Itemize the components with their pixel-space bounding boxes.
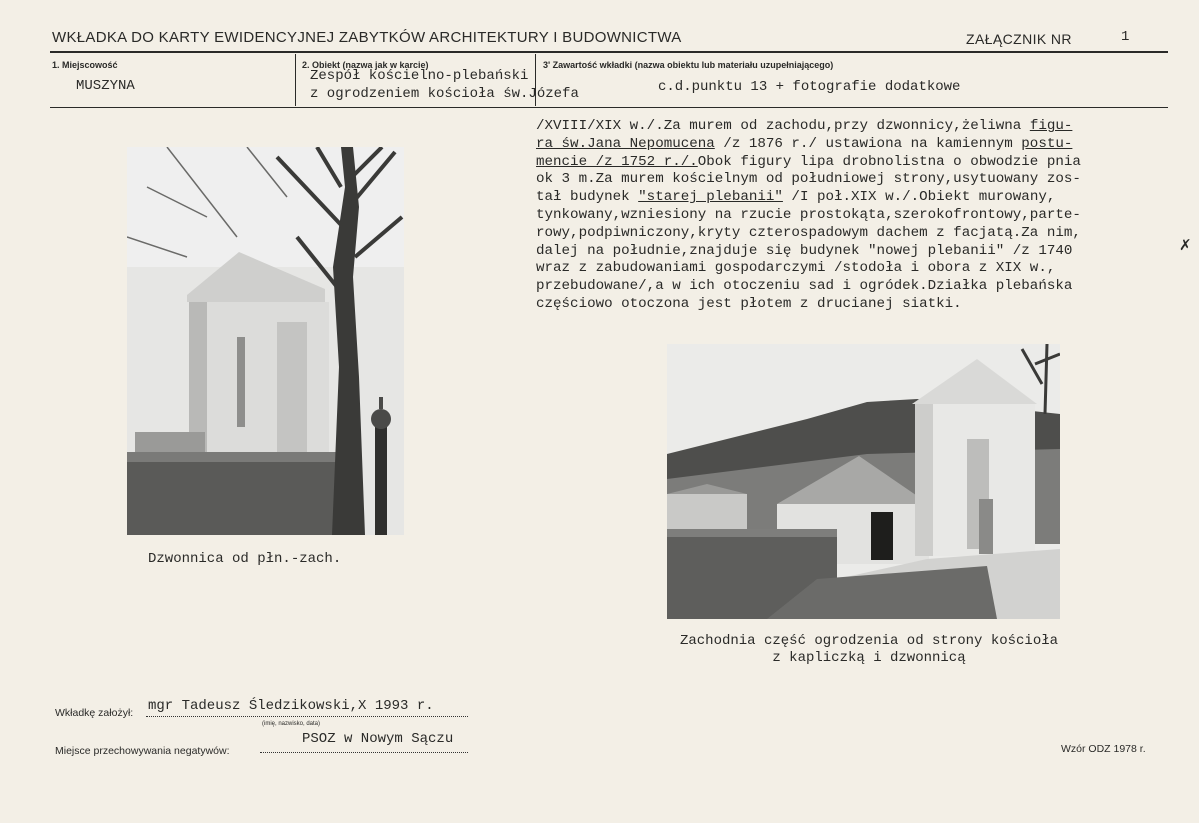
field-divider-1 xyxy=(295,54,296,106)
content-label: 3' Zawartość wkładki (nazwa obiektu lub materiału uzupełniającego) xyxy=(543,60,834,70)
description-text: /XVIII/XIX w./.Za murem od zachodu,przy dzwonnicy,żeliwna figu- ra św.Jana Nepomucena /z 1876 r./ ustawiona na kamiennym postu- mencie /z 1752 r./.Obok figury lipa drobnolistna o obwodzie pnia ok 3 m.Za murem kościelnym od południowej strony,usytuowany zos- tał budynek "starej plebanii" /I poł.XIX w./.Obiekt murowany, tynkowany,wzniesiony na rzucie prostokąta,szerokofrontowy,parte- rowy,podpiwniczony,kryty czterospadowym dachem z facjatą.Za nim, dalej na południe,znajduje się budynek "nowej plebanii" /z 1740 wraz z zabudowaniami gospodarczymi /stodoła i obora z XIX w., przebudowane/,a w ich otoczeniu sad i ogródek.Działka plebańska częściowo otoczona jest płotem z drucianej siatki. xyxy=(536,118,1081,312)
storage-value: PSOZ w Nowym Sączu xyxy=(302,731,454,747)
locality-value: MUSZYNA xyxy=(76,78,135,94)
author-hint: (imię, nazwisko, data) xyxy=(262,721,321,727)
caption-right-1: Zachodnia część ogrodzenia od strony kościoła xyxy=(679,633,1059,649)
annex-label: ZAŁĄCZNIK NR xyxy=(966,31,1072,47)
storage-dotline xyxy=(260,752,468,753)
photo-wall-chapel xyxy=(667,344,1060,619)
photo-belfry xyxy=(127,147,404,535)
author-dotline xyxy=(146,716,468,717)
locality-label: 1. Miejscowość xyxy=(52,60,118,70)
object-line-2: z ogrodzeniem kościoła św.Józefa xyxy=(310,86,579,102)
form-title: WKŁADKA DO KARTY EWIDENCYJNEJ ZABYTKÓW ARCHITEKTURY I BUDOWNICTWA xyxy=(52,29,682,46)
content-value: c.d.punktu 13 + fotografie dodatkowe xyxy=(658,79,961,95)
handwritten-mark: ✗ xyxy=(1179,237,1192,254)
header-rule xyxy=(50,51,1168,53)
object-label: 2. Obiekt (nazwa jak w karcie) xyxy=(302,60,429,70)
author-value: mgr Tadeusz Śledzikowski,X 1993 r. xyxy=(148,698,434,714)
caption-right-2: z kapliczką i dzwonnicą xyxy=(772,650,966,666)
object-line-1: Zespół kościelno-plebański xyxy=(310,68,529,84)
annex-number: 1 xyxy=(1121,29,1130,45)
form-model: Wzór ODZ 1978 r. xyxy=(1061,743,1146,755)
fields-rule xyxy=(50,107,1168,108)
storage-label: Miejsce przechowywania negatywów: xyxy=(55,745,230,757)
caption-left: Dzwonnica od płn.-zach. xyxy=(148,551,342,567)
author-label: Wkładkę założył: xyxy=(55,707,134,719)
